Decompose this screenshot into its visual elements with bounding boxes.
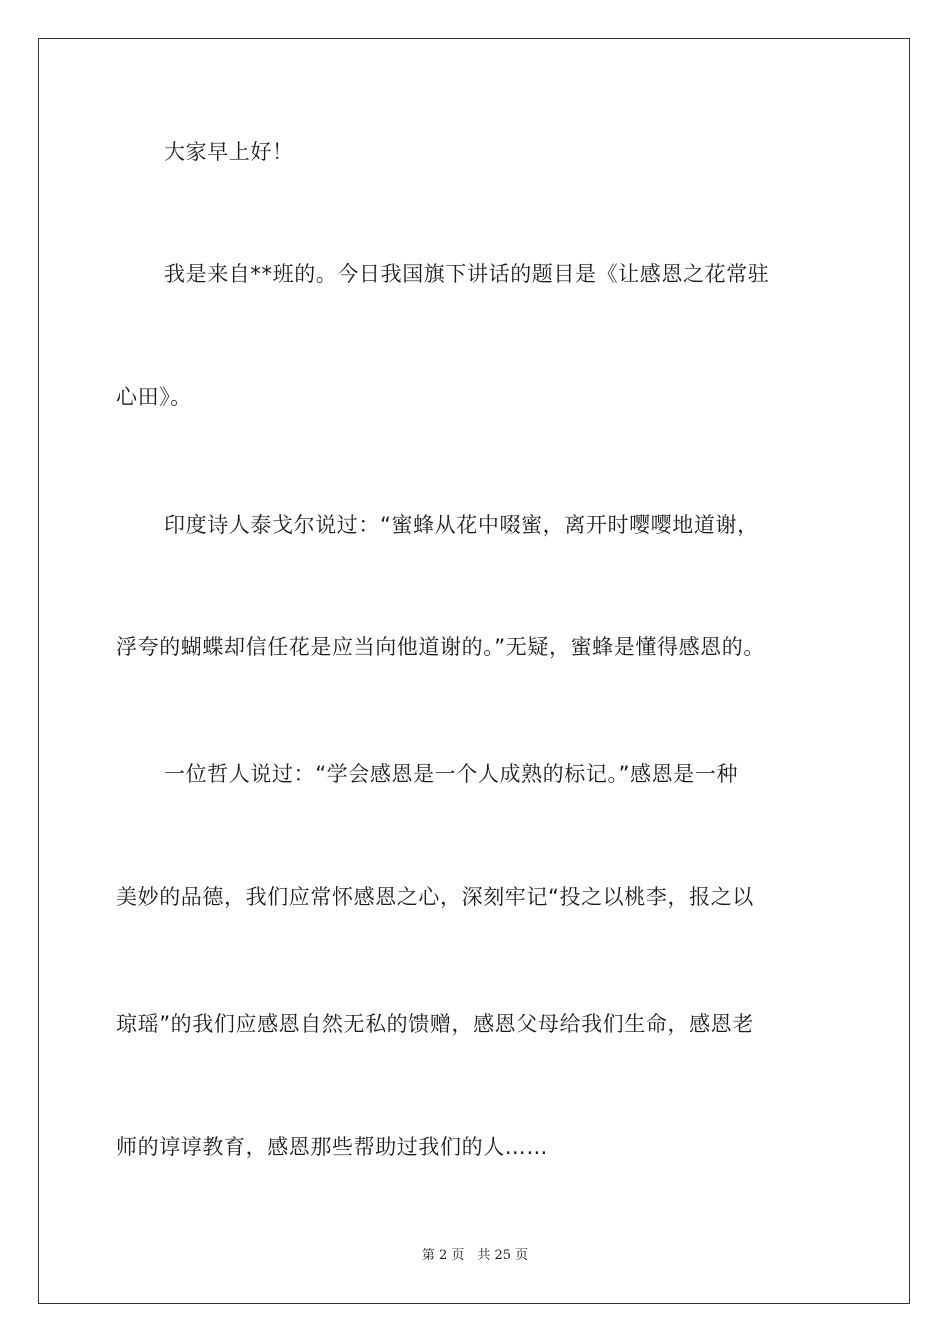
paragraph-3-line-2: 美妙的品德，我们应常怀感恩之心，深刻牢记“投之以桃李，报之以 [116,885,754,909]
greeting-line: 大家早上好！ [164,140,294,164]
paragraph-3-line-1: 一位哲人说过：“学会感恩是一个人成熟的标记。”感恩是一种 [164,762,739,786]
paragraph-2-line-1: 印度诗人泰戈尔说过：“蜜蜂从花中啜蜜，离开时嘤嘤地道谢， [164,513,759,537]
paragraph-3-line-3: 琼瑶”的我们应感恩自然无私的馈赠，感恩父母给我们生命，感恩老 [116,1012,754,1036]
paragraph-1-line-2: 心田》。 [116,385,192,409]
page-number-footer: 第 2 页 共 25 页 [421,1248,529,1263]
paragraph-3-line-4: 师的谆谆教育，感恩那些帮助过我们的人…… [116,1135,548,1159]
page-border [38,38,910,1304]
paragraph-2-line-2: 浮夸的蝴蝶却信任花是应当向他道谢的。”无疑，蜜蜂是懂得感恩的。 [116,635,765,659]
paragraph-1-line-1: 我是来自**班的。今日我国旗下讲话的题目是《让感恩之花常驻 [164,262,770,286]
